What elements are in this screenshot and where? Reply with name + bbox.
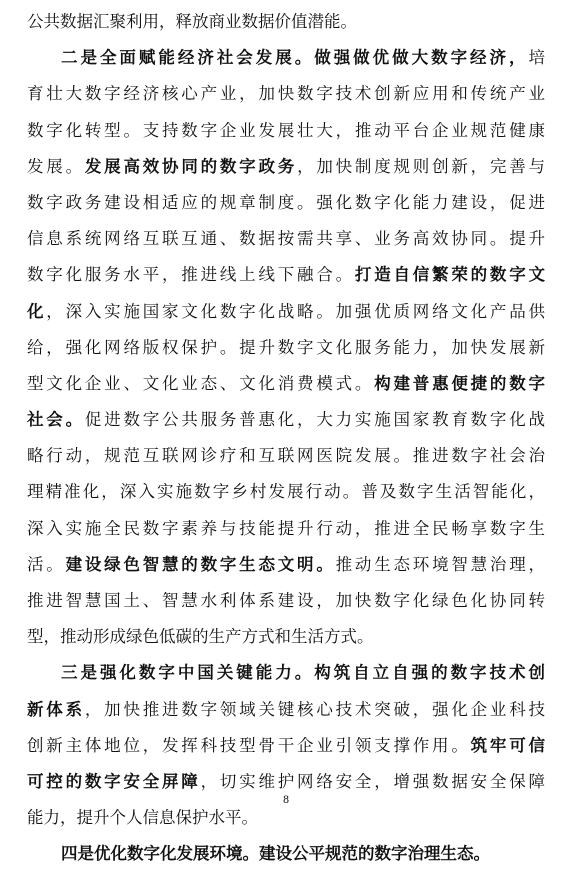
- text-run: 培: [528, 48, 545, 68]
- text-line: [27, 438, 545, 474]
- bold-text-run: 建设绿色智慧的数字生态文明。: [65, 554, 336, 574]
- text-run: 略行动，规范互联网诊疗和互联网医院发展。推进数字社会治: [27, 446, 545, 466]
- text-line: [27, 692, 545, 728]
- text-run: 型，推动形成绿色低碳的生产方式和生活方式。: [27, 627, 374, 647]
- text-run: 理精准化，深入实施数字乡村发展行动。普及数字生活智能化，: [27, 482, 545, 502]
- text-run: ，深入实施国家文化数字化战略。加强优质网络文化产品供: [46, 301, 546, 321]
- bold-text-run: 社会。: [27, 410, 85, 430]
- text-line: [27, 836, 545, 872]
- text-run: ，加快制度规则创新，完善与: [297, 156, 546, 176]
- text-run: 数字化转型。支持数字企业发展壮大，推动平台企业规范健康: [27, 120, 545, 140]
- page-number: 8: [282, 795, 290, 806]
- text-line: [27, 149, 545, 185]
- text-run: ，切实维护网络安全，增强数据安全保障: [200, 771, 546, 791]
- text-run: 公共数据汇聚利用，释放商业数据价值潜能。: [27, 12, 357, 31]
- text-run: 育壮大数字经济核心产业，加快数字技术创新应用和传统产业: [27, 84, 545, 104]
- text-line: [27, 655, 545, 691]
- bold-text-run: 新体系: [27, 699, 85, 719]
- document-body: [27, 4, 545, 873]
- text-line: [27, 330, 545, 366]
- bold-text-run: 三是强化数字中国关键能力。构筑自立自强的数字技术创: [61, 663, 545, 683]
- text-run: 活。: [27, 554, 66, 574]
- text-run: 数字政务建设相适应的规章制度。强化数字化能力建设，促进: [27, 192, 545, 212]
- text-run: 型文化企业、文化业态、文化消费模式。: [27, 373, 375, 393]
- text-line: [27, 511, 545, 547]
- text-line: [27, 619, 545, 655]
- text-line: [27, 113, 545, 149]
- text-run: 信息系统网络互联互通、数据按需共享、业务高效协同。提升: [27, 229, 545, 249]
- text-run: 数字化服务水平，推进线上线下融合。: [27, 265, 355, 285]
- text-line: [27, 257, 545, 293]
- text-line: [27, 402, 545, 438]
- text-run: 发展。: [27, 156, 85, 176]
- text-line: [27, 185, 545, 221]
- text-line: [27, 40, 545, 76]
- bold-text-run: 构建普惠便捷的数字: [374, 373, 546, 393]
- text-line: [27, 474, 545, 510]
- text-line: [27, 583, 545, 619]
- text-line: [27, 4, 545, 40]
- text-line: [27, 294, 545, 330]
- text-line: [27, 547, 545, 583]
- bold-text-run: 筑牢可信: [470, 735, 546, 755]
- bold-text-run: 四是优化数字化发展环境。建设公平规范的数字治理生态。: [61, 844, 490, 864]
- text-run: 创新主体地位，发挥科技型骨干企业引领支撑作用。: [27, 735, 471, 755]
- text-run: ，加快推进数字领域关键核心技术突破，强化企业科技: [84, 699, 546, 719]
- bold-text-run: 打造自信繁荣的数字文: [354, 265, 546, 285]
- text-line: [27, 366, 545, 402]
- text-line: [27, 76, 545, 112]
- text-run: 能力，提升个人信息保护水平。: [27, 808, 258, 828]
- text-run: 促进数字公共服务普惠化，大力实施国家教育数字化战: [84, 410, 546, 430]
- bold-text-run: 二是全面赋能经济社会发展。做强做优做大数字经济，: [61, 48, 529, 68]
- text-line: [27, 221, 545, 257]
- text-run: 深入实施全民数字素养与技能提升行动，推进全民畅享数字生: [27, 518, 545, 538]
- text-run: 推进智慧国土、智慧水利体系建设，加快数字化绿色化协同转: [27, 591, 545, 610]
- text-run: 推动生态环境智慧治理，: [335, 554, 546, 574]
- text-line: [27, 728, 545, 764]
- text-run: 给，强化网络版权保护。提升数字文化服务能力，加快发展新: [27, 337, 545, 357]
- bold-text-run: 化: [27, 301, 47, 321]
- bold-text-run: 可控的数字安全屏障: [27, 771, 201, 791]
- bold-text-run: 发展高效协同的数字政务: [84, 156, 298, 176]
